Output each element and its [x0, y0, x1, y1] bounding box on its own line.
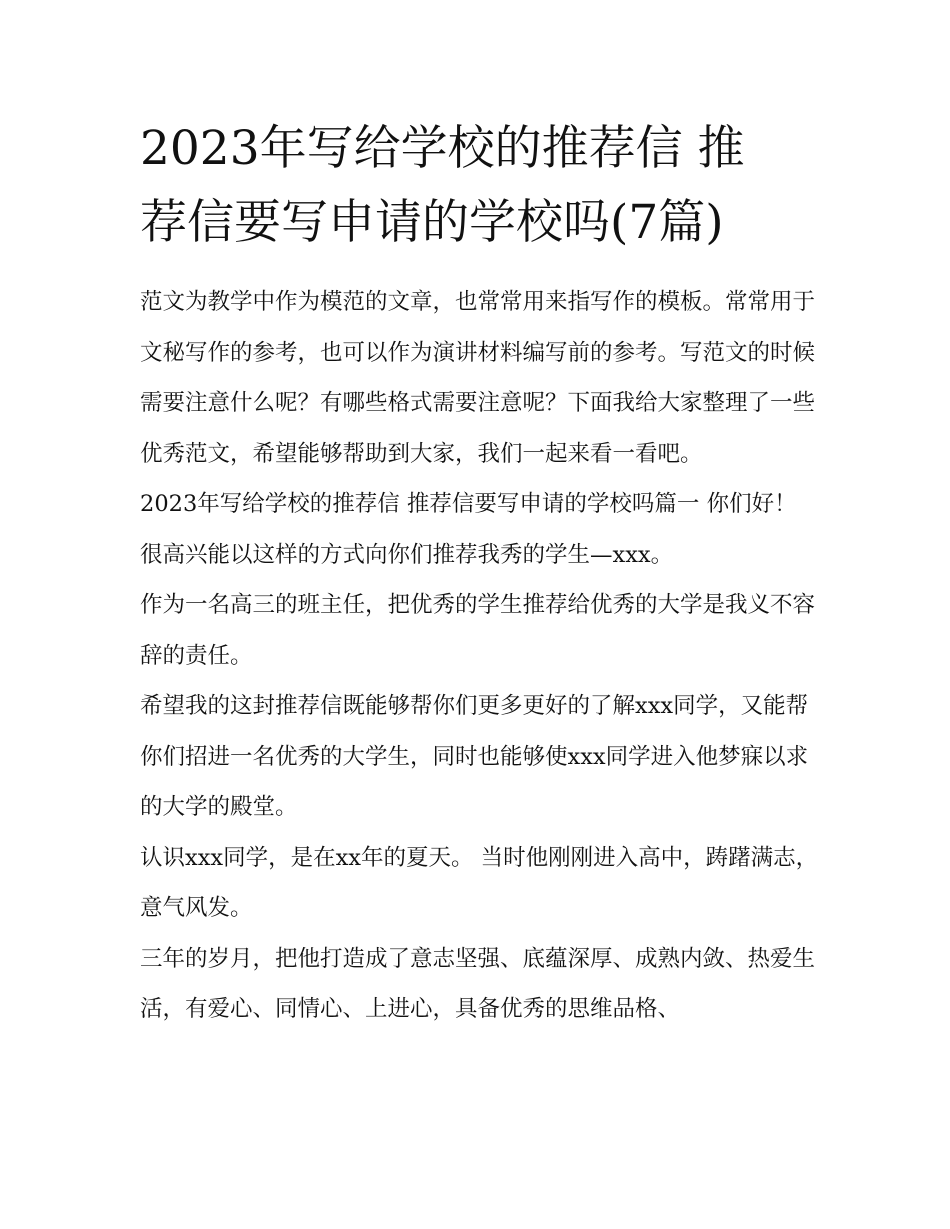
- paragraph-hope: 希望我的这封推荐信既能够帮你们更多更好的了解xxx同学，又能帮你们招进一名优秀的大学生，同时也能够使xxx同学进入他梦寐以求的大学的殿堂。: [140, 693, 809, 820]
- document-title: [140, 112, 820, 260]
- paragraph-responsibility: 作为一名高三的班主任，把优秀的学生推荐给优秀的大学是我义不容辞的责任。: [140, 592, 816, 669]
- paragraph-intro: 范文为教学中作为模范的文章，也常常用来指写作的模板。常常用于文秘写作的参考，也可以作为演讲材料编写前的参考。写范文的时候需要注意什么呢？有哪些格式需要注意呢？下面我给大家整理了一些优秀范文，希望能够帮助到大家，我们一起来看一看吧。: [140, 289, 816, 467]
- title-line-1: 2023年写给学校的推荐信 推: [140, 121, 745, 176]
- title-line-2: 荐信要写申请的学校吗(7篇): [140, 195, 724, 250]
- paragraph-three-years: 三年的岁月，把他打造成了意志坚强、底蕴深厚、成熟内敛、热爱生活，有爱心、同情心、上进心，具备优秀的思维品格、: [140, 945, 816, 1022]
- paragraph-first-meeting: 认识xxx同学，是在xx年的夏天。 当时他刚刚进入高中，踌躇满志，意气风发。: [140, 844, 819, 921]
- document-body: [140, 277, 820, 1035]
- paragraph-greeting: 2023年写给学校的推荐信 推荐信要写申请的学校吗篇一 你们好！ 很高兴能以这样的方式向你们推荐我秀的学生—xxx。: [140, 491, 797, 568]
